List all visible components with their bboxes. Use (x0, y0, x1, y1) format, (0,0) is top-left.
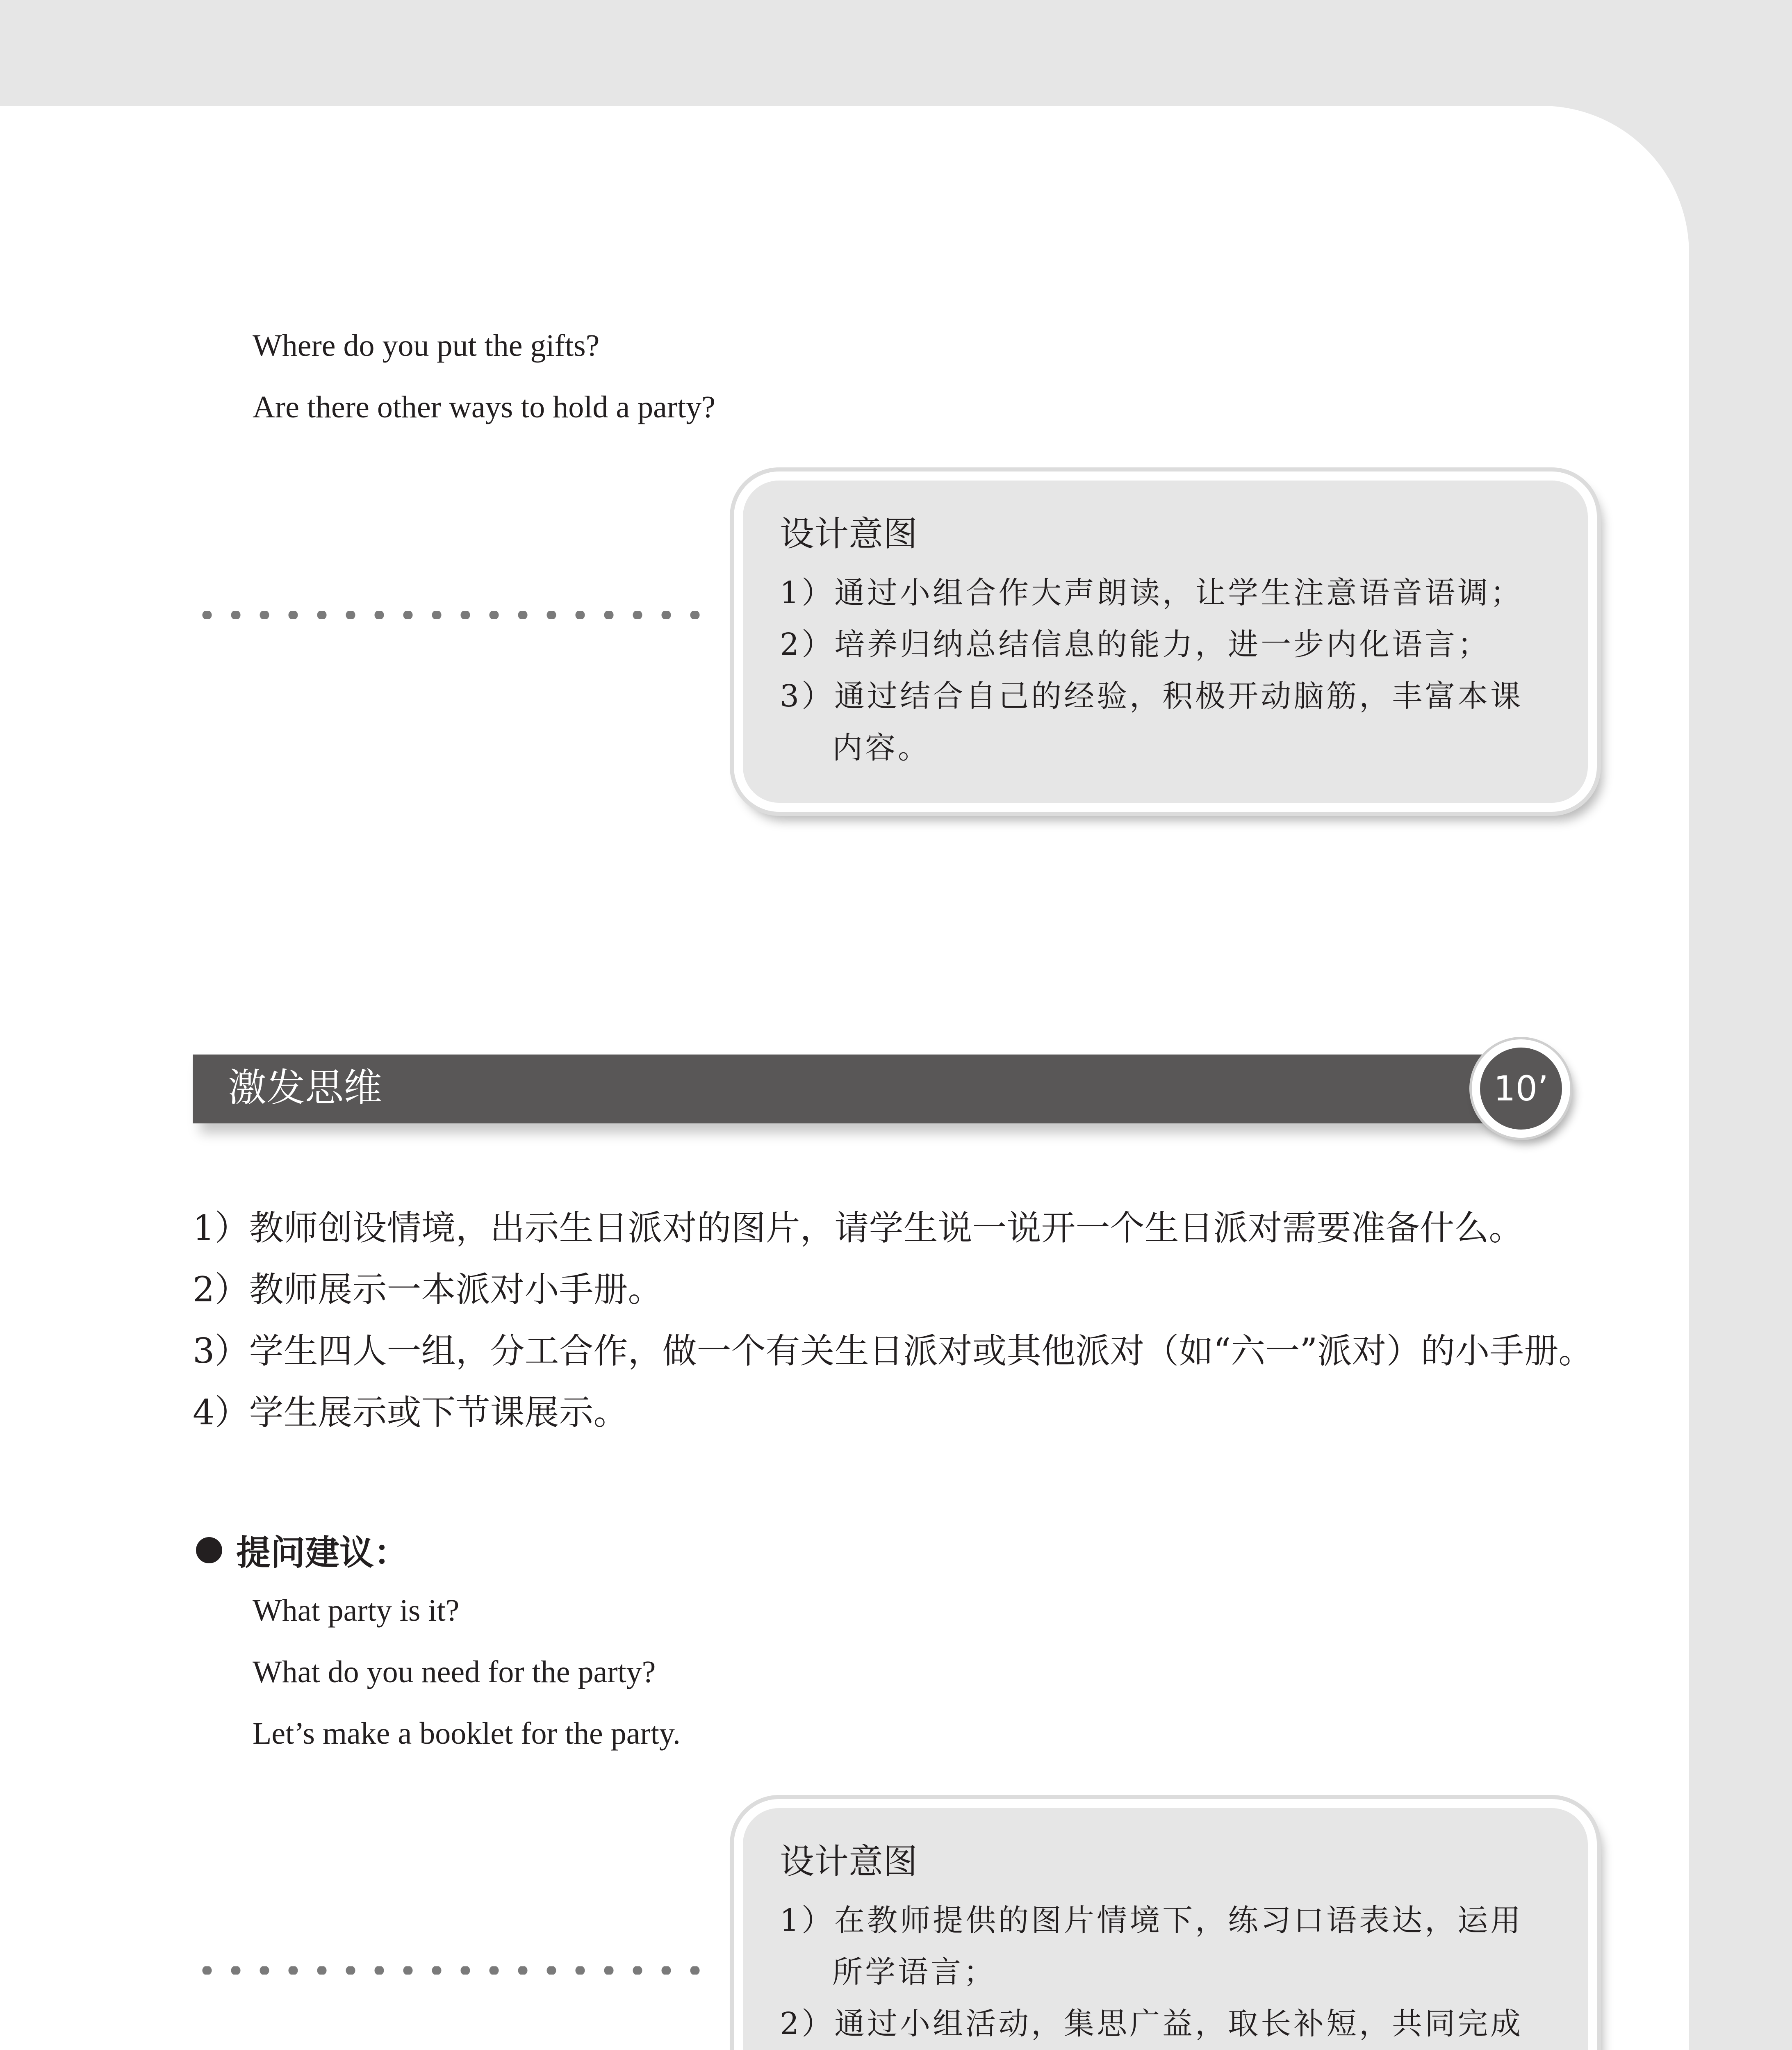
activity-step: 3）学生四人一组，分工合作，做一个有关生日派对或其他派对（如“六一”派对）的小手册。 (193, 1331, 1593, 1371)
design-intent-box (734, 1799, 1597, 2050)
question-text: Let’s make a booklet for the party. (253, 1716, 681, 1751)
activity-step: 4）学生展示或下节课展示。 (193, 1392, 628, 1433)
question-suggestion-label: 提问建议： (236, 1533, 409, 1573)
design-intent-title: 设计意图 (780, 514, 918, 554)
time-badge: 10’ (1472, 1039, 1570, 1138)
activity-step: 2）教师展示一本派对小手册。 (193, 1269, 663, 1310)
question-text: Are there other ways to hold a party? (253, 390, 716, 424)
design-intent-item: 2）培养归纳总结信息的能力，进一步内化语言； (780, 626, 1491, 662)
question-text: What party is it? (253, 1593, 460, 1628)
design-intent-item: 3）通过结合自己的经验，积极开动脑筋，丰富本课内容。 (780, 678, 1523, 765)
design-intent-item: 1）在教师提供的图片情境下，练习口语表达，运用所学语言； (780, 1902, 1523, 1990)
dotted-leader (193, 611, 705, 619)
design-intent-item: 2）通过小组活动，集思广益，取长补短，共同完成 (780, 2006, 1523, 2041)
question-suggestion-heading (196, 1525, 408, 1575)
section-title: 激发思维 (228, 1066, 383, 1110)
design-intent-list (780, 1895, 1551, 2050)
section-header-bar (193, 1055, 1542, 1123)
bullet-dot-icon (196, 1537, 222, 1563)
dotted-leader (193, 1966, 705, 1975)
design-intent-item: 1）通过小组合作大声朗读，让学生注意语音语调； (780, 575, 1523, 610)
design-intent-title: 设计意图 (780, 1841, 918, 1881)
design-intent-list (780, 567, 1551, 774)
activity-step: 1）教师创设情境，出示生日派对的图片，请学生说一说开一个生日派对需要准备什么。 (193, 1208, 1523, 1248)
question-text: What do you need for the party? (253, 1655, 656, 1689)
design-intent-box (734, 472, 1597, 812)
activity-steps (193, 1197, 1619, 1443)
question-text: Where do you put the gifts? (253, 328, 600, 363)
